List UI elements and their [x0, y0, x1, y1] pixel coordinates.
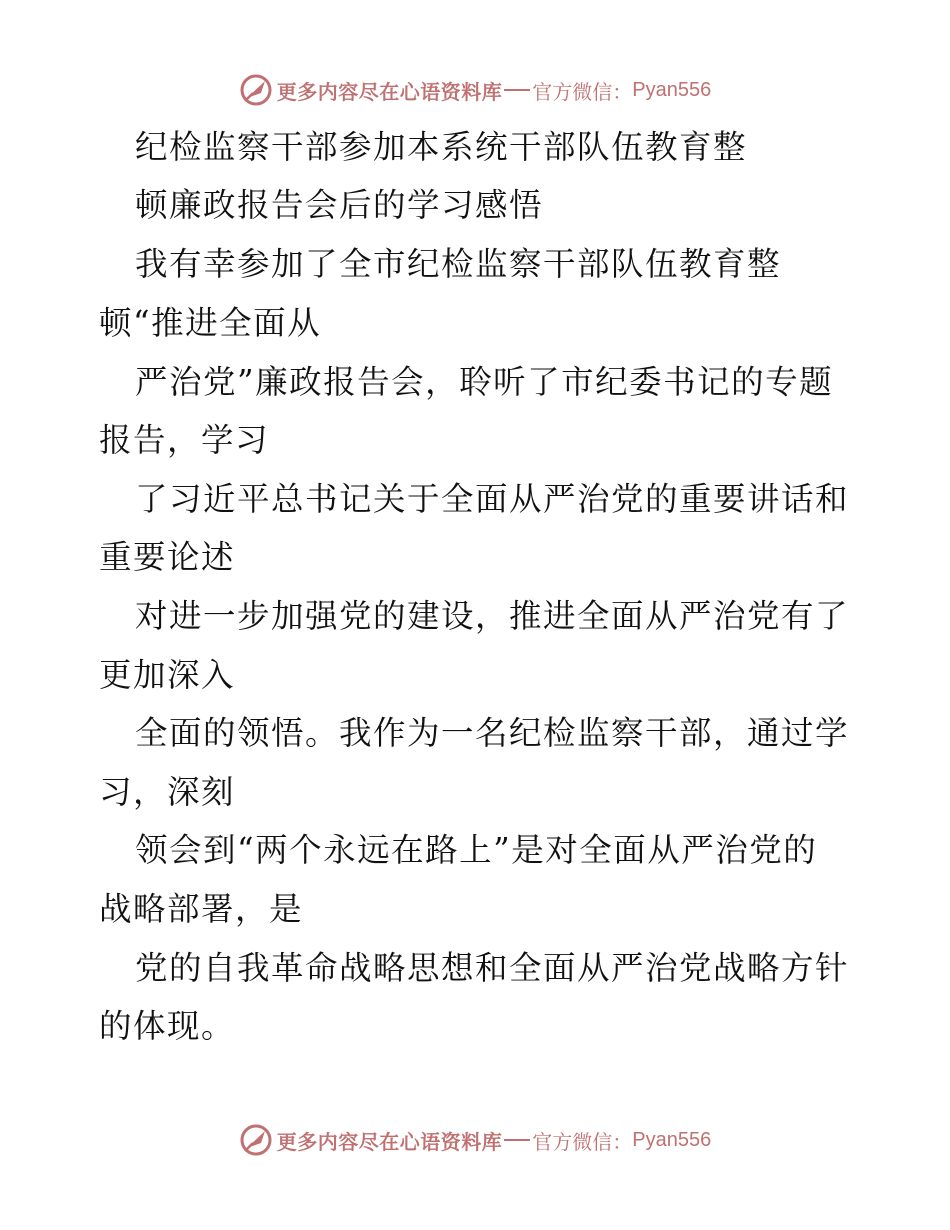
watermark-banner-bottom: [0, 1120, 950, 1160]
body-line: 严治党”廉政报告会，聆听了市纪委书记的专题: [135, 363, 834, 401]
quill-logo-icon: [239, 1123, 273, 1157]
watermark-id-text: Pyan556: [632, 1128, 712, 1151]
watermark-sub-text: 官方微信：: [532, 79, 633, 104]
body-line: 战略部署，是: [99, 890, 304, 928]
body-line: 习，深刻: [99, 773, 236, 811]
quill-logo-icon: [239, 73, 273, 107]
title-line-1: 纪检监察干部参加本系统干部队伍教育整: [135, 128, 748, 166]
body-line: 全面的领悟。我作为一名纪检监察干部，通过学: [135, 714, 850, 752]
body-line: 对进一步加强党的建设，推进全面从严治党有了: [135, 597, 850, 635]
body-line: 重要论述: [99, 538, 236, 576]
body-line: 报告，学习: [99, 421, 270, 459]
body-line: 领会到“两个永远在路上”是对全面从严治党的: [135, 831, 818, 869]
body-line: 顿“推进全面从: [99, 304, 322, 342]
watermark-banner-top: [0, 70, 950, 110]
body-line: 的体现。: [99, 1007, 236, 1045]
watermark-dash: [504, 89, 530, 91]
body-line: 我有幸参加了全市纪检监察干部队伍教育整: [135, 245, 782, 283]
watermark-main-text: 更多内容尽在心语资料库: [276, 1129, 503, 1154]
body-line: 更加深入: [99, 656, 236, 694]
body-line: 党的自我革命战略思想和全面从严治党战略方针: [135, 949, 850, 987]
body-line: 了习近平总书记关于全面从严治党的重要讲话和: [135, 480, 850, 518]
watermark-id-text: Pyan556: [632, 78, 712, 101]
watermark-sub-text: 官方微信：: [532, 1129, 633, 1154]
watermark-dash: [504, 1139, 530, 1141]
watermark-main-text: 更多内容尽在心语资料库: [276, 79, 503, 104]
title-line-2: 顿廉政报告会后的学习感悟: [135, 186, 544, 224]
